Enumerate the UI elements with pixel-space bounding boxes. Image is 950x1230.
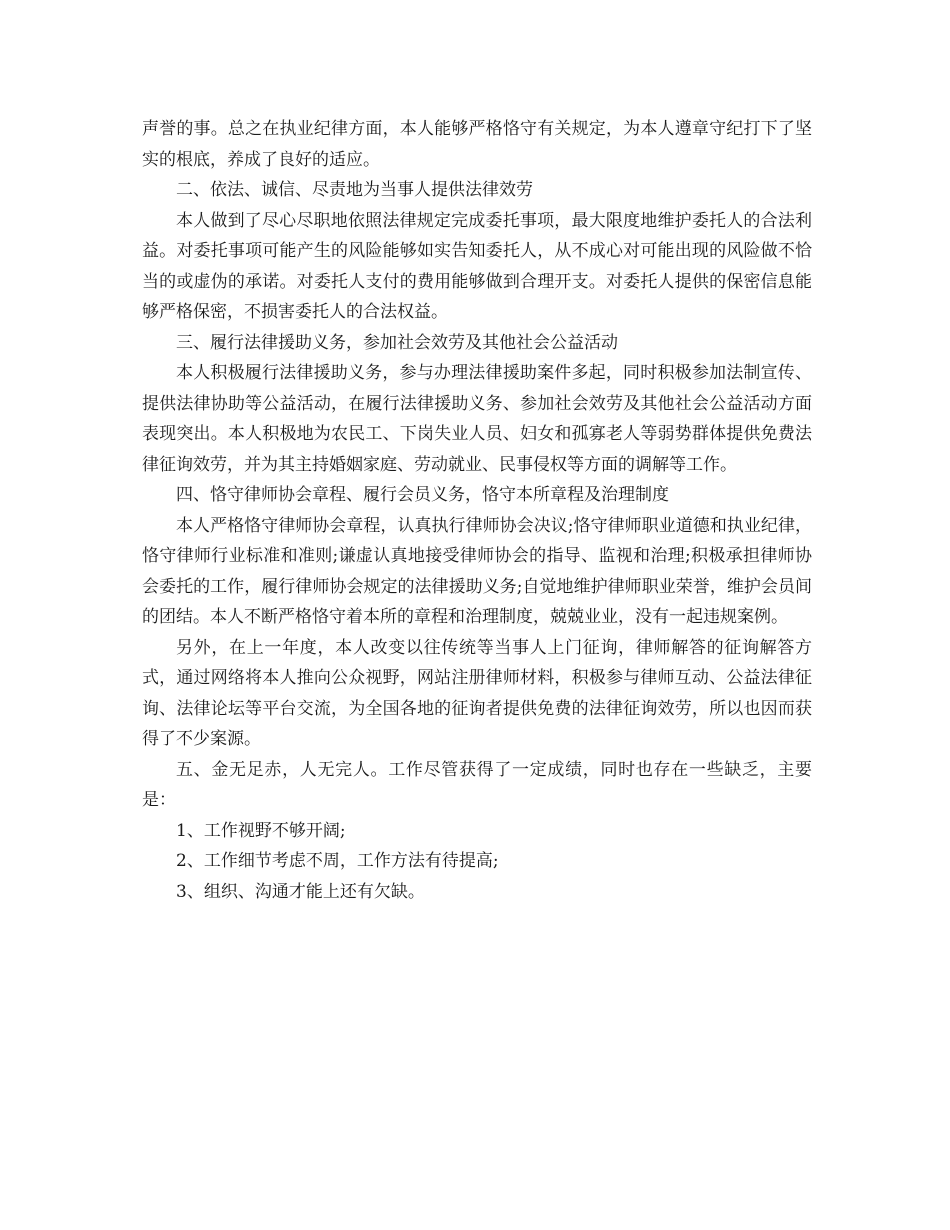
- paragraph-continuation: 声誉的事。总之在执业纪律方面，本人能够严格恪守有关规定，为本人遵章守纪打下了坚实的根底，养成了良好的适应。: [142, 119, 812, 170]
- list-item-1: 1、工作视野不够开阔;: [176, 820, 346, 841]
- document-body: [142, 114, 812, 907]
- paragraph-section-2: 本人做到了尽心尽职地依照法律规定完成委托事项，最大限度地维护委托人的合法利益。对委托事项可能产生的风险能够如实告知委托人，从不成心对可能出现的风险做不恰当的或虚伪的承诺。对委托人支付的费用能够做到合理开支。对委托人提供的保密信息能够严格保密，不损害委托人的合法权益。: [142, 210, 812, 322]
- paragraph-additional: 另外，在上一年度，本人改变以往传统等当事人上门征询，律师解答的征询解答方式，通过网络将本人推向公众视野，网站注册律师材料，积极参与律师互动、公益法律征询、法律论坛等平台交流，为全国各地的征询者提供免费的法律征询效劳，所以也因而获得了不少案源。: [142, 637, 812, 749]
- section-heading-4: 四、恪守律师协会章程、履行会员义务，恪守本所章程及治理制度: [176, 485, 669, 505]
- paragraph-section-4: 本人严格恪守律师协会章程，认真执行律师协会决议;恪守律师职业道德和执业纪律，恪守律师行业标准和准则;谦虚认真地接受律师协会的指导、监视和治理;积极承担律师协会委托的工作，履行律师协会规定的法律援助义务;自觉地维护律师职业荣誉，维护会员间的团结。本人不断严格恪守着本所的章程和治理制度，兢兢业业，没有一起违规案例。: [142, 515, 812, 627]
- section-heading-5: 五、金无足赤，人无完人。工作尽管获得了一定成绩，同时也存在一些缺乏，主要是：: [142, 759, 812, 810]
- section-heading-3: 三、履行法律援助义务，参加社会效劳及其他社会公益活动: [176, 332, 618, 353]
- section-heading-2: 二、依法、诚信、尽责地为当事人提供法律效劳: [176, 180, 533, 200]
- paragraph-section-3: 本人积极履行法律援助义务，参与办理法律援助案件多起，同时积极参加法制宣传、提供法律协助等公益活动，在履行法律援助义务、参加社会效劳及其他社会公益活动方面表现突出。本人积极地为农民工、下岗失业人员、妇女和孤寡老人等弱势群体提供免费法律征询效劳，并为其主持婚姻家庭、劳动就业、民事侵权等方面的调解等工作。: [142, 363, 812, 475]
- list-item-2: 2、工作细节考虑不周，工作方法有待提高;: [176, 851, 499, 871]
- list-item-3: 3、组织、沟通才能上还有欠缺。: [176, 881, 425, 902]
